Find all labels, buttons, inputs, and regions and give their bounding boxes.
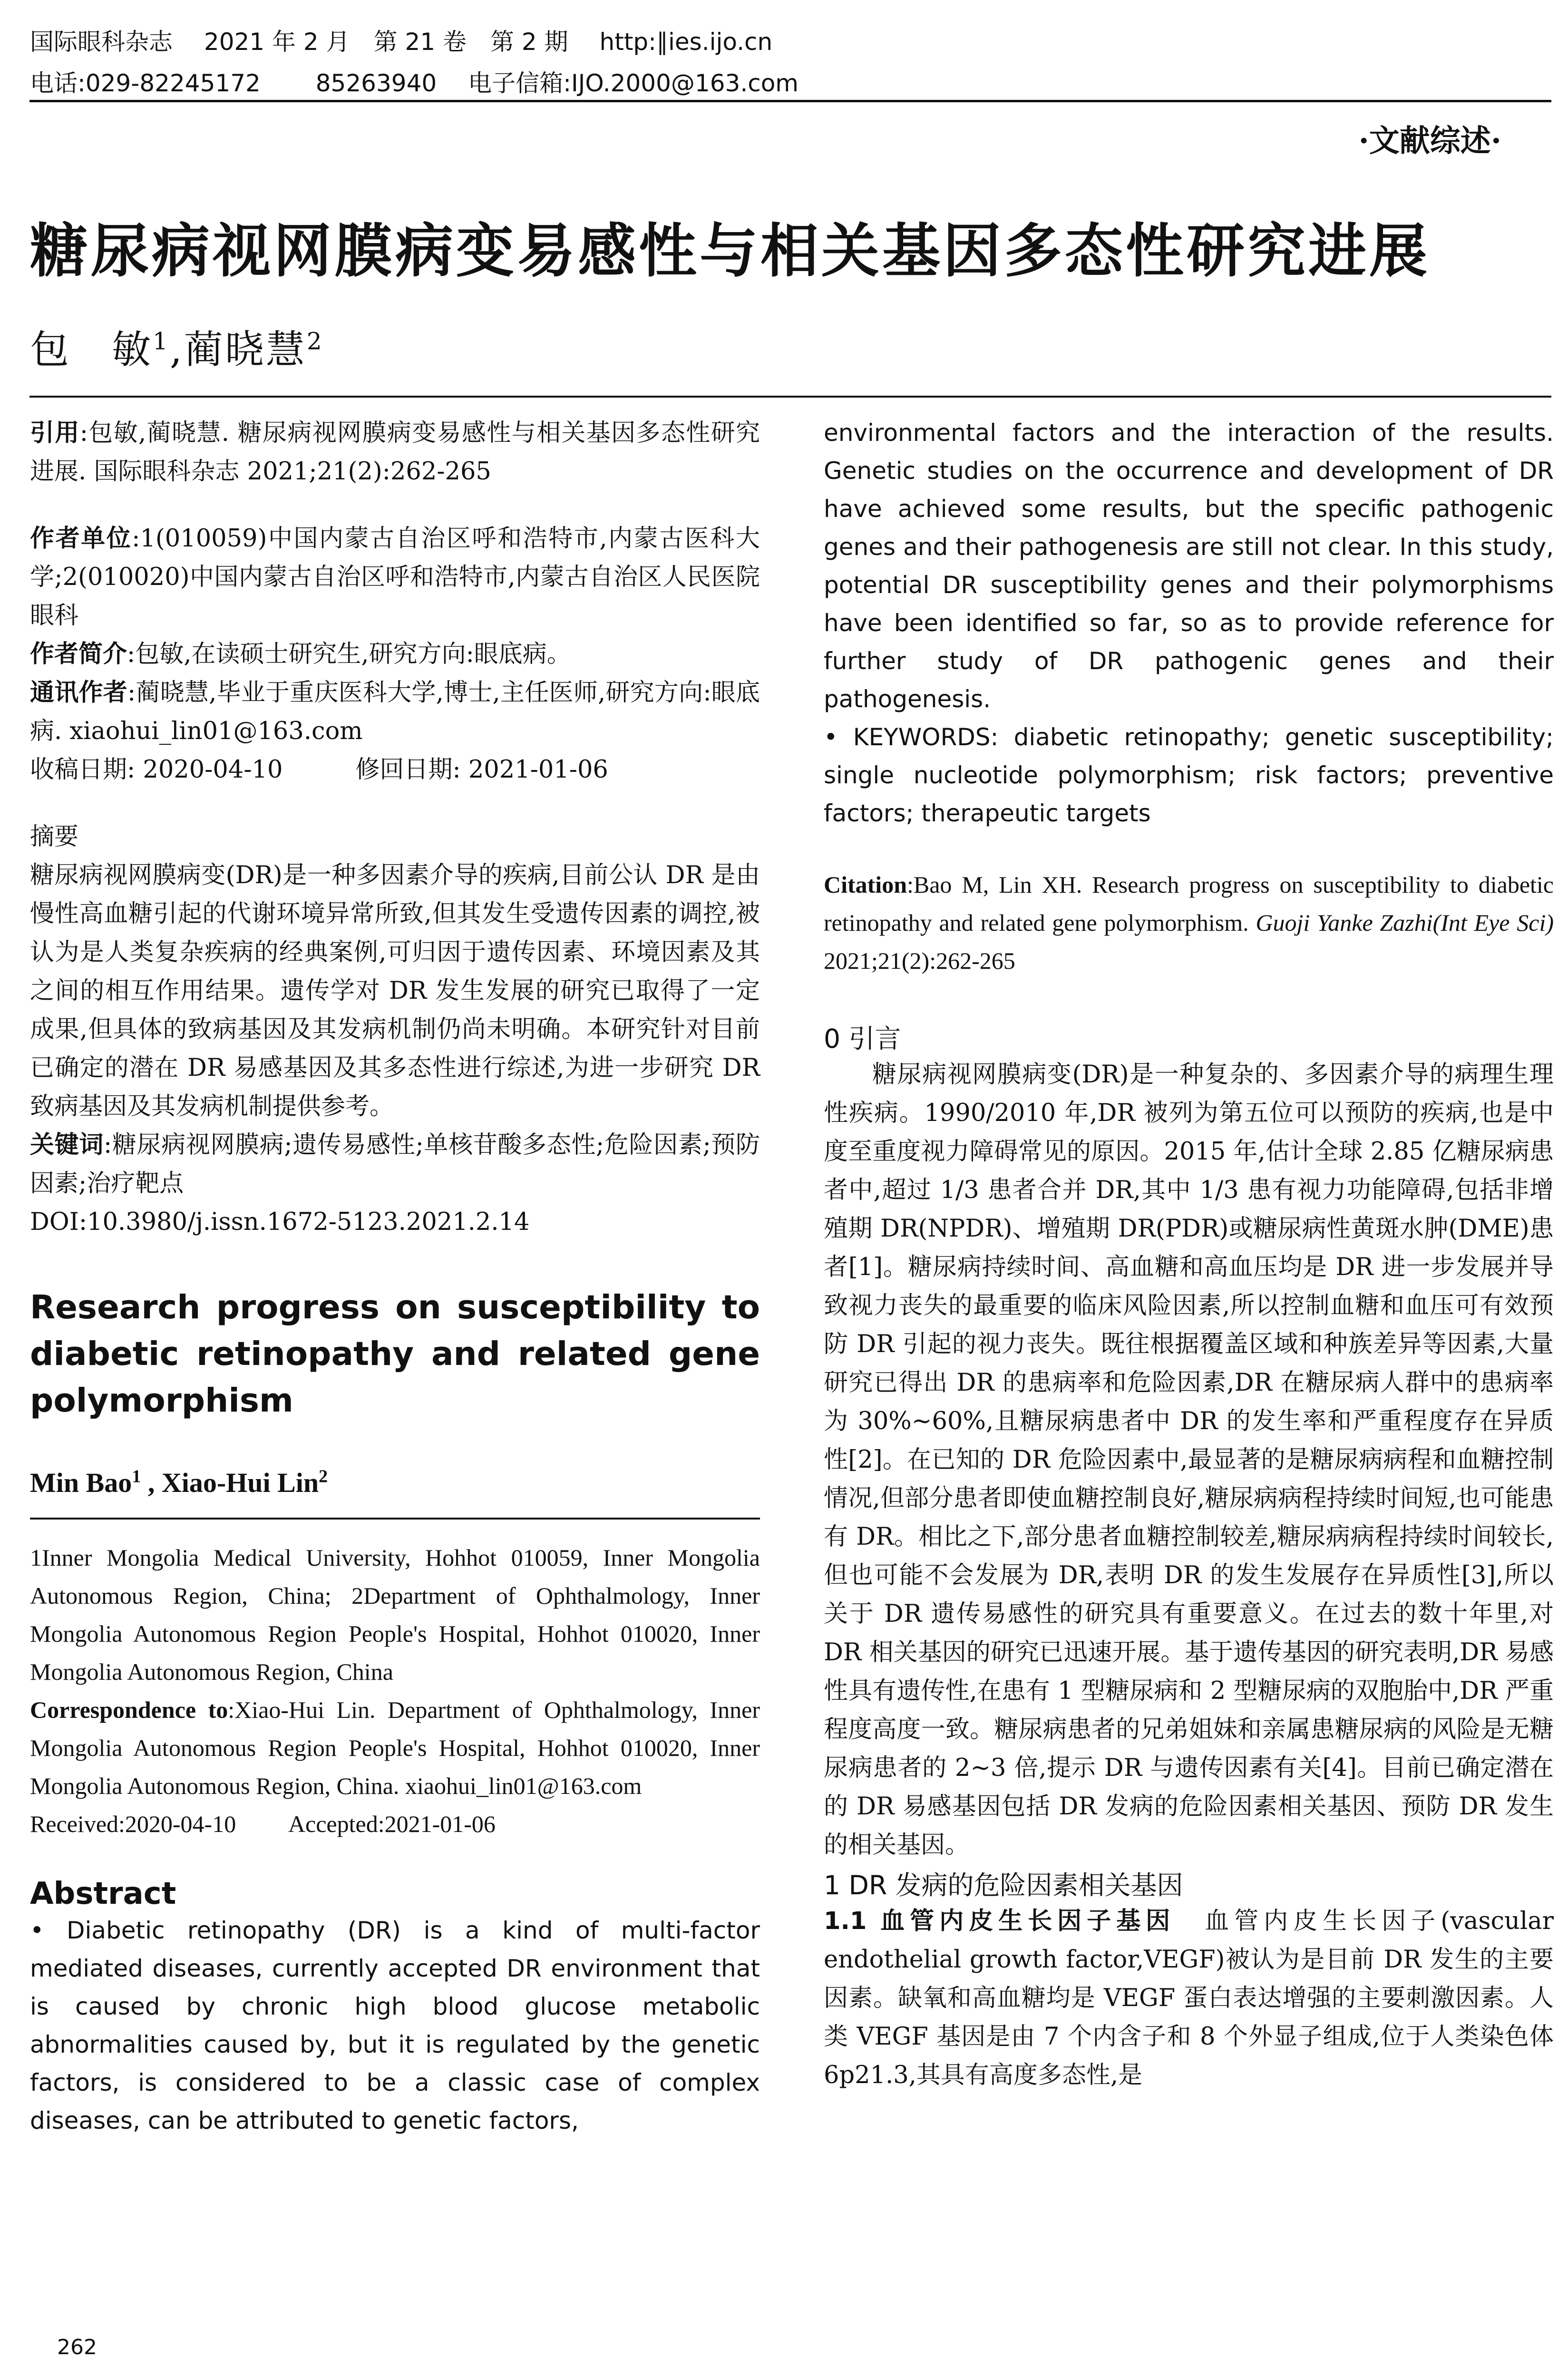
author-affil-mark: 2 [306,327,324,355]
english-affiliation: 1Inner Mongolia Medical University, Hohhot 010059, Inner Mongolia Autonomous Region, China; 2Department of Ophthalmology, Inner Mongolia Autonomous Region People's Hospital, Hohhot 010020, Inner Mongolia Autonomous Region, China [30,1544,760,1685]
author-separator: , [169,327,184,372]
citation-en-journal: Guoji Yanke Zazhi(Int Eye Sci) [1256,909,1554,936]
abstract-text-en: • Diabetic retinopathy (DR) is a kind of multi-factor mediated diseases, currently accepted DR environment that is caused by chronic high blood glucose metabolic abnormalities caused by, but it is regulated by the genetic factors, is considered to be a classic case of complex diseases, can be attributed to genetic factors, [30,1917,760,2134]
section-1-1-heading: 1.1 血管内皮生长因子基因 [824,1907,1176,1935]
dates-cn: 收稿日期: 2020-04-10 修回日期: 2021-01-06 [30,756,608,784]
citation-cn [30,414,760,491]
doi: DOI:10.3980/j.issn.1672-5123.2021.2.14 [30,1208,530,1236]
english-author-name: Min Bao [30,1467,132,1498]
affiliation-label: 作者单位 [30,525,132,553]
english-title: Research progress on susceptibility to diabetic retinopathy and related gene polymorphism [30,1288,760,1420]
section-1-1-text: 血管内皮生长因子(vascular endothelial growth factor,VEGF)被认为是目前 DR 发生的主要因素。缺氧和高血糖均是 VEGF 蛋白表达增强的主要刺激因素。人类 VEGF 基因是由 7 个内含子和 8 个外显子组成,位于人类染色体 6p21.3,其具有高度多态性,是 [824,1907,1554,2089]
bio-label: 作者简介 [30,640,127,668]
keywords-text: :糖尿病视网膜病;遗传易感性;单核苷酸多态性;危险因素;预防因素;治疗靶点 [30,1131,760,1198]
journal-header-line2: 电话:029-82245172 85263940 电子信箱:IJO.2000@163.com [30,69,799,97]
citation-en-text: :Bao M, Lin XH. Research progress on susceptibility to diabetic retinopathy and related gene polymorphism. [824,871,1554,936]
author-affil-mark: 1 [153,327,170,355]
english-affil-mark: 2 [319,1466,328,1487]
english-dates: Received:2020-04-10 Accepted:2021-01-06 [30,1811,496,1837]
author-name: 包 敏 [30,327,153,372]
keywords-en: • KEYWORDS: diabetic retinopathy; genetic susceptibility; single nucleotide polymorphism; risk factors; preventive factors; therapeutic targets [824,723,1554,827]
affiliation-text: :1(010059)中国内蒙古自治区呼和浩特市,内蒙古医科大学;2(010020)中国内蒙古自治区呼和浩特市,内蒙古自治区人民医院眼科 [30,525,760,630]
authors-divider [29,396,1551,398]
english-affil-mark: 1 [132,1466,141,1487]
page-number: 262 [57,2335,97,2359]
abstract-continued-en: environmental factors and the interaction of the results. Genetic studies on the occurrence and development of DR have achieved some results, but the specific pathogenic genes and their pathogenesis are still not clear. In this study, potential DR susceptibility genes and their polymorphisms have been identified so far, so as to provide reference for further study of DR pathogenic genes and their pathogenesis. [824,419,1554,713]
correspondence-text: :Xiao-Hui Lin. Department of Ophthalmology, Inner Mongolia Autonomous Region People's Hospital, Hohhot 010020, Inner Mongolia Autonomous Region, China. xiaohui_lin01@163.com [30,1696,760,1799]
article-title: 糖尿病视网膜病变易感性与相关基因多态性研究进展 [30,217,1430,285]
keywords-cn [30,1126,760,1203]
english-correspondence [30,1691,760,1805]
section-0-text: 糖尿病视网膜病变(DR)是一种复杂的、多因素介导的病理生理性疾病。1990/2010 年,DR 被列为第五位可以预防的疾病,也是中度至重度视力障碍常见的原因。2015 年,估计全球 2.85 亿糖尿病患者中,超过 1/3 患者合并 DR,其中 1/3 患有视力功能障碍,包括非增殖期 DR(NPDR)、增殖期 DR(PDR)或糖尿病性黄斑水肿(DME)患者[1]。糖尿病持续时间、高血糖和高血压均是 DR 进一步发展并导致视力丧失的最重要的临床风险因素,所以控制血糖和血压可有效预防 DR 引起的视力丧失。既往根据覆盖区域和种族差异等因素,大量研究已得出 DR 的患病率和危险因素,DR 在糖尿病人群中的患病率为 30%~60%,且糖尿病患者中 DR 的发生率和严重程度存在异质性[2]。在已知的 DR 危险因素中,最显著的是糖尿病病程和血糖控制情况,但部分患者即使血糖控制良好,糖尿病病程持续时间短,也可能患有 DR。相比之下,部分患者血糖控制较差,糖尿病病程持续时间较长,但也可能不会发展为 DR,表明 DR 的发生发展存在异质性[3],所以关于 DR 遗传易感性的研究具有重要意义。在过去的数十年里,对 DR 相关基因的研究已迅速开展。基于遗传基因的研究表明,DR 易感性具有遗传性,在患有 1 型糖尿病和 2 型糖尿病的双胞胎中,DR 严重程度高度一致。糖尿病患者的兄弟姐妹和亲属患糖尿病的风险是无糖尿病患者的 2~3 倍,提示 DR 与遗传因素有关[4]。目前已确定潜在的 DR 易感基因包括 DR 发病的危险因素相关基因、预防 DR 发生的相关基因。 [824,1061,1554,1859]
abstract-text-cn: 糖尿病视网膜病变(DR)是一种多因素介导的疾病,目前公认 DR 是由慢性高血糖引起的代谢环境异常所致,但其发生受遗传因素的调控,被认为是人类复杂疾病的经典案例,可归因于遗传因素、环境因素及其之间的相互作用结果。遗传学对 DR 发生发展的研究已取得了一定成果,但具体的致病基因及其发病机制仍尚未明确。本研究针对目前已确定的潜在 DR 易感基因及其多态性进行综述,为进一步研究 DR 致病基因及其发病机制提供参考。 [30,861,760,1120]
header-divider [29,100,1551,102]
keywords-label: 关键词 [30,1131,104,1159]
author-list [30,319,324,374]
abstract-heading-en: Abstract [30,1876,176,1911]
right-column [824,414,1554,2094]
author-bio [30,635,760,673]
correspondence-label: Correspondence to [30,1696,228,1723]
citation-en [824,866,1554,980]
abstract-heading-cn: 摘要 [30,823,79,851]
citation-label: 引用 [30,419,80,447]
citation-text: :包敏,蔺晓慧. 糖尿病视网膜病变易感性与相关基因多态性研究进展. 国际眼科杂志 2021;21(2):262-265 [30,419,760,486]
corresponding-label: 通讯作者 [30,679,127,707]
corresponding-text: :蔺晓慧,毕业于重庆医科大学,博士,主任医师,研究方向:眼底病. xiaohui_lin01@163.com [30,679,760,745]
citation-en-tail: 2021;21(2):262-265 [824,947,1015,974]
english-author-name: Xiao-Hui Lin [161,1467,319,1498]
section-1-heading: 1 DR 发病的危险因素相关基因 [824,1870,1183,1900]
left-column [30,414,760,2140]
english-authors [30,1467,760,1499]
english-author-separator: , [141,1467,162,1498]
author-name: 蔺晓慧 [184,327,307,372]
affiliation-cn [30,519,760,635]
column-tag: ·文献综述· [1358,123,1501,159]
corresponding-author [30,673,760,750]
bio-text: :包敏,在读硕士研究生,研究方向:眼底病。 [127,640,571,668]
journal-header-line1: 国际眼科杂志 2021 年 2 月 第 21 卷 第 2 期 http:∥ies.ijo.cn [30,28,773,56]
section-1-1-paragraph [824,1902,1554,2094]
section-0-heading: 0 引言 [824,1023,901,1054]
citation-en-label: Citation [824,871,907,898]
